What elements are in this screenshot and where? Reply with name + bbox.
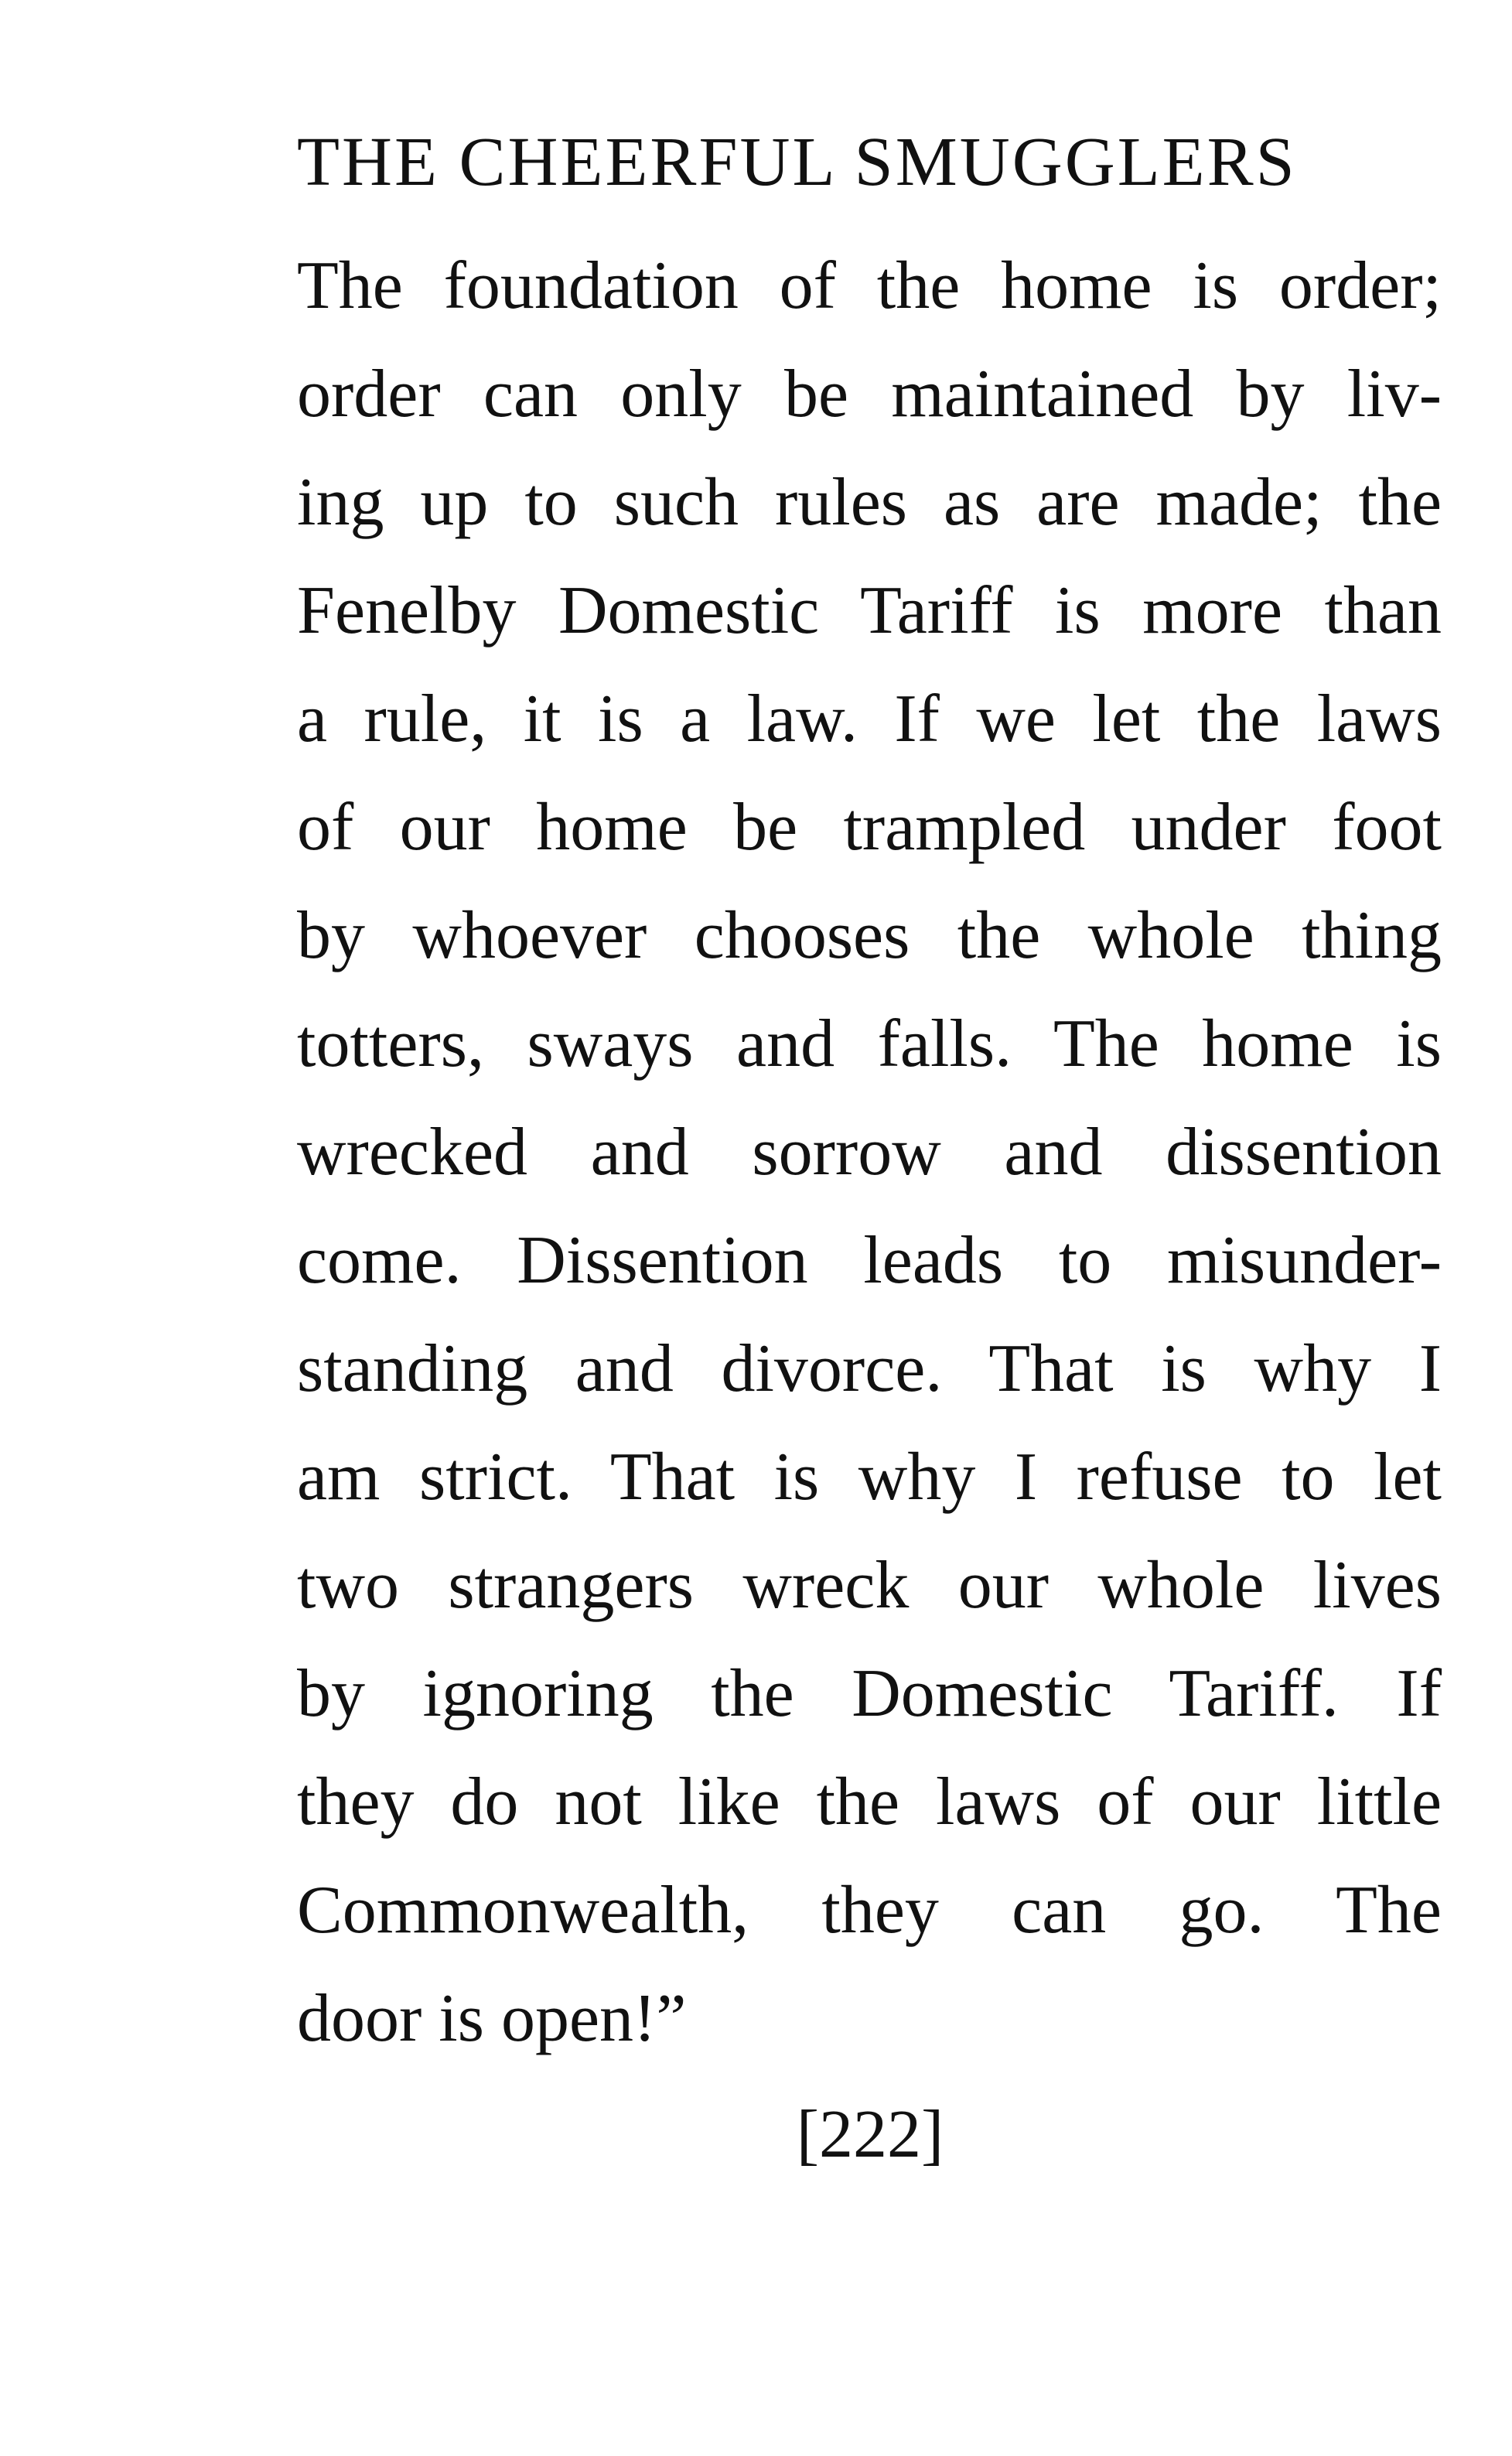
- text-line: Commonwealth, they can go. The: [297, 1873, 1442, 1948]
- text-line: they do not like the laws of our little: [297, 1764, 1442, 1839]
- text-line: two strangers wreck our whole lives: [297, 1548, 1442, 1623]
- page-number: [222]: [796, 2097, 944, 2172]
- text-line: totters, sways and falls. The home is: [297, 1006, 1442, 1081]
- text-line: order can only be maintained by liv-: [297, 357, 1442, 432]
- text-line: by ignoring the Domestic Tariff. If: [297, 1656, 1442, 1731]
- running-head: THE CHEERFUL SMUGGLERS: [297, 124, 1297, 200]
- text-line: come. Dissention leads to misunder-: [297, 1223, 1442, 1298]
- text-line: am strict. That is why I refuse to let: [297, 1440, 1442, 1515]
- text-line: standing and divorce. That is why I: [297, 1331, 1442, 1406]
- text-line: a rule, it is a law. If we let the laws: [297, 681, 1442, 757]
- text-line: of our home be trampled under foot: [297, 790, 1442, 865]
- text-line: ing up to such rules as are made; the: [297, 465, 1442, 540]
- text-line-last: door is open!”: [297, 1981, 687, 2056]
- text-line: wrecked and sorrow and dissention: [297, 1115, 1442, 1190]
- body-text: [297, 232, 1442, 2073]
- text-line: by whoever chooses the whole thing: [297, 898, 1442, 973]
- text-line: Fenelby Domestic Tariff is more than: [297, 573, 1442, 648]
- text-line: The foundation of the home is order;: [297, 248, 1442, 323]
